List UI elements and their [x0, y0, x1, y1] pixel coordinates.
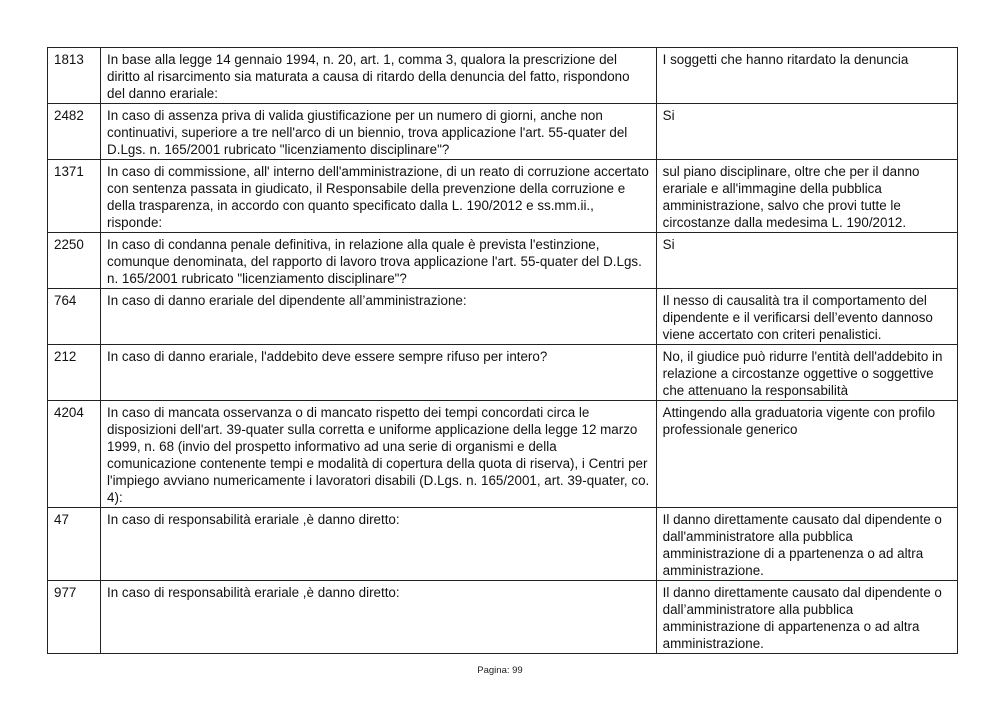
table-row — [48, 345, 958, 401]
table-row — [48, 508, 958, 581]
table-row — [48, 104, 958, 160]
row-question: In caso di mancata osservanza o di mancato rispetto dei tempi concordati circa le disposizioni dell'art. 39-quater sulla corretta e uniforme applicazione della legge 12 marzo 1999, n. 68 (invio del prospetto informativo ad una serie di organismi e della comunicazione contenente tempi e modalità di copertura della quota di riserva), i Centri per l'impiego avviano numericamente i lavoratori disabili (D.Lgs. n. 165/2001, art. 39-quater, co. 4): — [101, 401, 657, 508]
table-row — [48, 233, 958, 289]
table-row — [48, 581, 958, 654]
row-answer: No, il giudice può ridurre l'entità dell'addebito in relazione a circostanze oggettive o soggettive che attenuano la responsabilità — [656, 345, 957, 401]
row-question: In caso di assenza priva di valida giustificazione per un numero di giorni, anche non continuativi, superiore a tre nell'arco di un biennio, trova applicazione l'art. 55-quater del D.Lgs. n. 165/2001 rubricato "licenziamento disciplinare"? — [101, 104, 657, 160]
row-answer: sul piano disciplinare, oltre che per il danno erariale e all'immagine della pubblica amministrazione, salvo che provi tutte le circostanze dalla medesima L. 190/2012. — [656, 160, 957, 233]
quiz-table — [47, 47, 958, 654]
row-id: 2482 — [48, 104, 101, 160]
row-answer: I soggetti che hanno ritardato la denuncia — [656, 48, 957, 104]
row-id: 1813 — [48, 48, 101, 104]
row-answer: Si — [656, 233, 957, 289]
row-question: In base alla legge 14 gennaio 1994, n. 20, art. 1, comma 3, qualora la prescrizione del diritto al risarcimento sia maturata a causa di ritardo della denuncia del fatto, rispondono del danno erariale: — [101, 48, 657, 104]
table-row — [48, 289, 958, 345]
row-id: 47 — [48, 508, 101, 581]
row-question: In caso di danno erariale, l'addebito deve essere sempre rifuso per intero? — [101, 345, 657, 401]
table-row — [48, 48, 958, 104]
table-row — [48, 401, 958, 508]
row-question: In caso di condanna penale definitiva, in relazione alla quale è prevista l'estinzione, comunque denominata, del rapporto di lavoro trova applicazione l'art. 55-quater del D.Lgs. n. 165/2001 rubricato "licenziamento disciplinare"? — [101, 233, 657, 289]
row-question: In caso di responsabilità erariale ,è danno diretto: — [101, 581, 657, 654]
row-question: In caso di commissione, all' interno dell'amministrazione, di un reato di corruzione accertato con sentenza passata in giudicato, il Responsabile della prevenzione della corruzione e della trasparenza, in accordo con quanto specificato dalla L. 190/2012 e ss.mm.ii., risponde: — [101, 160, 657, 233]
row-question: In caso di responsabilità erariale ,è danno diretto: — [101, 508, 657, 581]
row-id: 1371 — [48, 160, 101, 233]
row-id: 212 — [48, 345, 101, 401]
row-answer: Attingendo alla graduatoria vigente con profilo professionale generico — [656, 401, 957, 508]
table-row — [48, 160, 958, 233]
row-id: 977 — [48, 581, 101, 654]
row-id: 764 — [48, 289, 101, 345]
row-answer: Il nesso di causalità tra il comportamento del dipendente e il verificarsi dell’evento dannoso viene accertato con criteri penalistici. — [656, 289, 957, 345]
row-question: In caso di danno erariale del dipendente all’amministrazione: — [101, 289, 657, 345]
row-answer: Il danno direttamente causato dal dipendente o dall’amministratore alla pubblica amministrazione di appartenenza o ad altra amministrazione. — [656, 581, 957, 654]
row-answer: Si — [656, 104, 957, 160]
row-id: 2250 — [48, 233, 101, 289]
row-answer: Il danno direttamente causato dal dipendente o dall'amministratore alla pubblica amministrazione di a ppartenenza o ad altra amministrazione. — [656, 508, 957, 581]
page-number: Pagina: 99 — [477, 665, 523, 676]
row-id: 4204 — [48, 401, 101, 508]
